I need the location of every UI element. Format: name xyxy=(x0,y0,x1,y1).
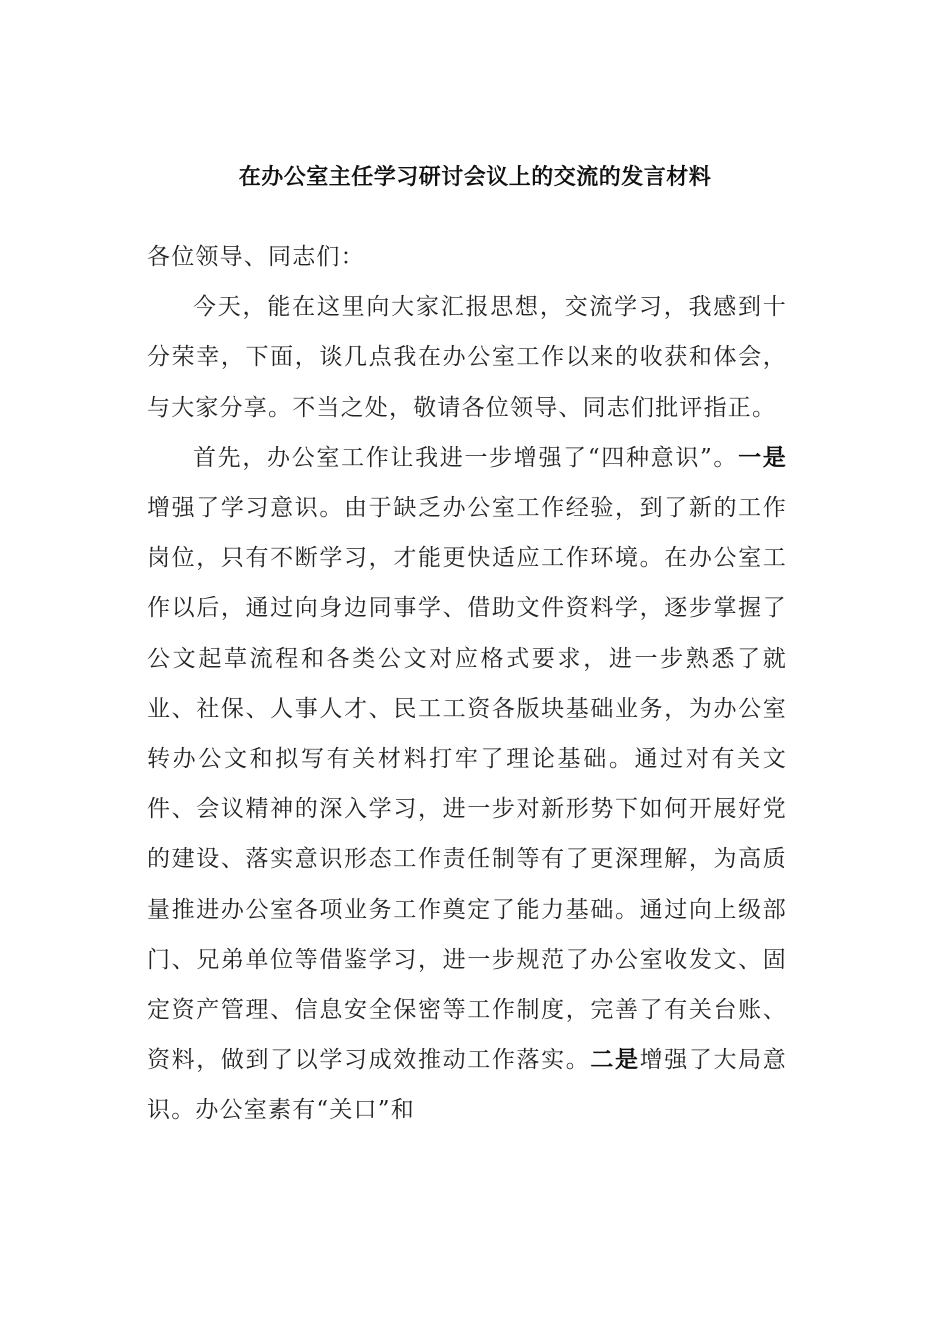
paragraph-intro: 首先，办公室工作让我进一步增强了“四种意识”。 xyxy=(193,444,739,471)
document-body xyxy=(147,232,787,1136)
paragraph-opening: 今天，能在这里向大家汇报思想，交流学习，我感到十分荣幸，下面，谈几点我在办公室工作以来的收获和体会，与大家分享。不当之处，敬请各位领导、同志们批评指正。 xyxy=(147,294,787,421)
point-one-label: 一是 xyxy=(738,443,787,471)
document-title: 在办公室主任学习研讨会议上的交流的发言材料 xyxy=(238,165,712,190)
point-one-text: 增强了学习意识。由于缺乏办公室工作经验，到了新的工作岗位，只有不断学习，才能更快适应工作环境。在办公室工作以后，通过向身边同事学、借助文件资料学，逐步掌握了公文起草流程和各类公文对应格式要求，进一步熟悉了就业、社保、人事人才、民工工资各版块基础业务，为办公室转办公文和拟写有关材料打牢了理论基础。通过对有关文件、会议精神的深入学习，进一步对新形势下如何开展好党的建设、落实意识形态工作责任制等有了更深理解，为高质量推进办公室各项业务工作奠定了能力基础。通过向上级部门、兄弟单位等借鉴学习，进一步规范了办公室收发文、固定资产管理、信息安全保密等工作制度，完善了有关台账、资料，做到了以学习成效推动工作落实。 xyxy=(147,495,787,1074)
salutation: 各位领导、同志们： xyxy=(147,244,365,270)
point-two-text: 增强了大局意识。办公室素有“关口”和 xyxy=(147,1047,787,1124)
paragraph-four-awareness xyxy=(147,433,787,1136)
point-two-label: 二是 xyxy=(590,1046,640,1074)
